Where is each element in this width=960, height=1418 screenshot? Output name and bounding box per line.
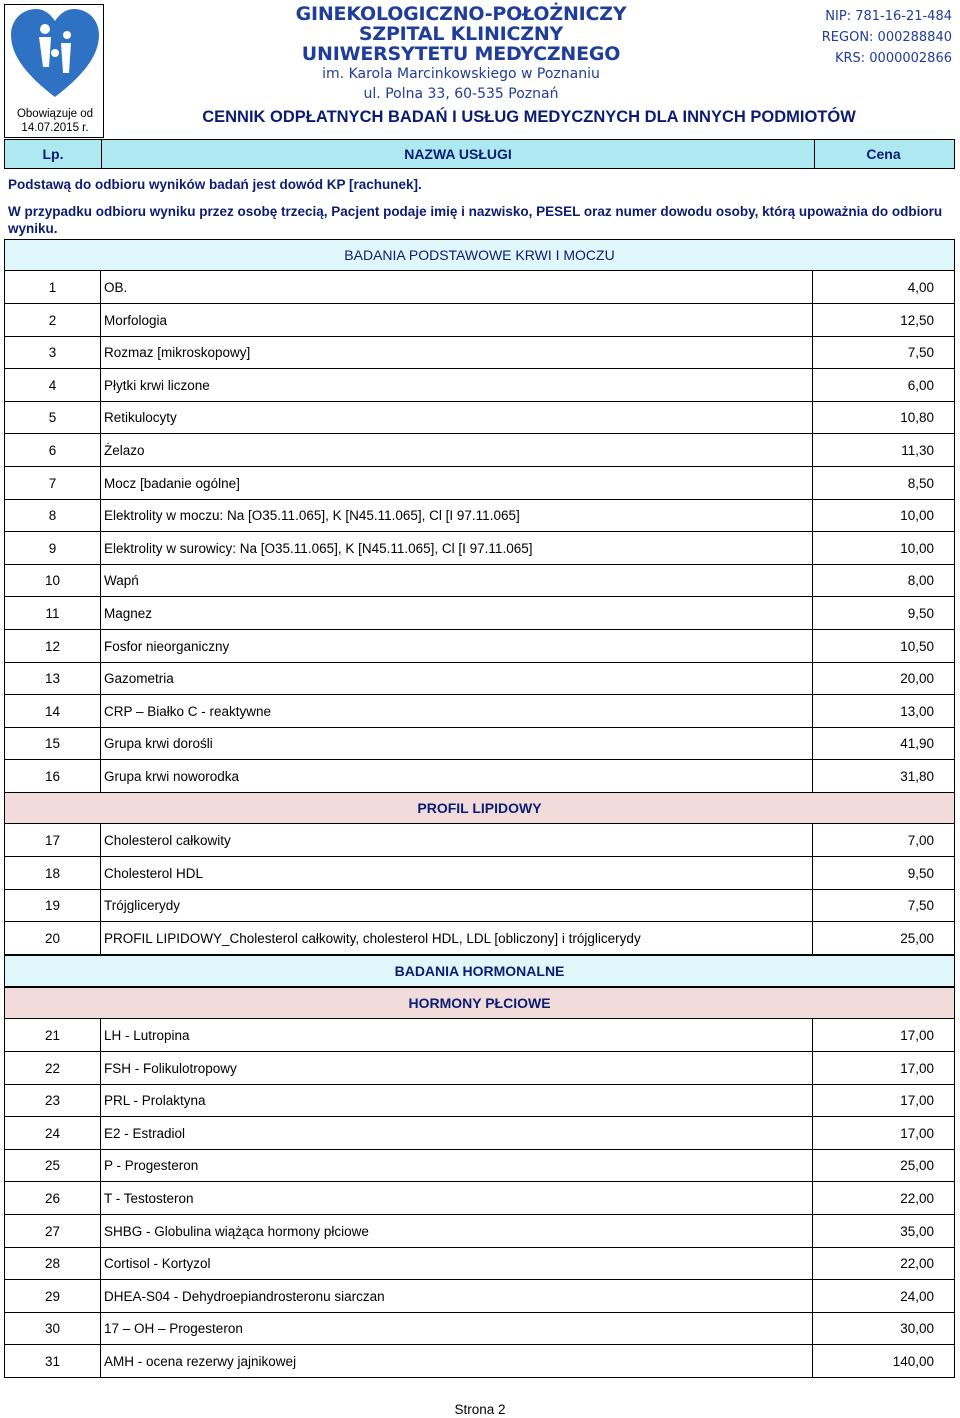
service-name: PROFIL LIPIDOWY_Cholesterol całkowity, cholesterol HDL, LDL [obliczony] i trójglicerydy	[100, 922, 812, 955]
table-row	[4, 1149, 955, 1182]
row-number: 23	[4, 1084, 100, 1117]
row-number: 8	[4, 499, 100, 532]
service-name: 17 – OH – Progesteron	[100, 1312, 812, 1345]
service-name: T - Testosteron	[100, 1182, 812, 1215]
service-name: Żelazo	[100, 434, 812, 467]
hospital-line-3: UNIWERSYTETU MEDYCZNEGO	[301, 43, 621, 65]
row-number: 28	[4, 1247, 100, 1280]
row-number: 26	[4, 1182, 100, 1215]
service-price: 17,00	[812, 1052, 955, 1085]
table-row	[4, 434, 955, 467]
service-name: Cholesterol całkowity	[100, 824, 812, 857]
service-name: AMH - ocena rezerwy jajnikowej	[100, 1345, 812, 1378]
validity-label: Obowiązuje od	[16, 108, 94, 120]
row-number: 18	[4, 857, 100, 890]
service-price: 20,00	[812, 662, 955, 695]
third-party-note: W przypadku odbioru wyniku przez osobę trzecią, Pacjent podaje imię i nazwisko, PESEL oraz numer dowodu osoby, którą upoważnia do odbioru wyniku.	[8, 204, 943, 236]
service-name: Retikulocyty	[100, 401, 812, 434]
table-row	[4, 695, 955, 728]
table-header	[4, 139, 955, 169]
service-price: 7,50	[812, 336, 955, 369]
row-number: 9	[4, 532, 100, 565]
table-row	[4, 760, 955, 793]
service-price: 17,00	[812, 1117, 955, 1150]
table-row	[4, 564, 955, 597]
pickup-note: Podstawą do odbioru wyników badań jest dowód KP [rachunek].	[8, 177, 422, 192]
table-row	[4, 532, 955, 565]
page-number: Strona 2	[454, 1402, 506, 1417]
service-name: SHBG - Globulina wiążąca hormony płciowe	[100, 1215, 812, 1248]
table-row	[4, 1247, 955, 1280]
service-price: 7,50	[812, 889, 955, 922]
table-row	[4, 1084, 955, 1117]
table-row	[4, 1182, 955, 1215]
row-number: 7	[4, 467, 100, 500]
regon-number: REGON: 000288840	[821, 30, 952, 45]
column-header-price: Cena	[866, 146, 901, 162]
service-name: Grupa krwi noworodka	[100, 760, 812, 793]
hospital-logo-icon	[9, 7, 101, 102]
service-name: Elektrolity w moczu: Na [O35.11.065], K [N45.11.065], Cl [I 97.11.065]	[100, 499, 812, 532]
row-number: 14	[4, 695, 100, 728]
row-number: 19	[4, 889, 100, 922]
service-price: 25,00	[812, 1149, 955, 1182]
row-number: 5	[4, 401, 100, 434]
row-number: 29	[4, 1280, 100, 1313]
service-price: 12,50	[812, 304, 955, 337]
row-number: 6	[4, 434, 100, 467]
table-row	[4, 369, 955, 402]
service-name: LH - Lutropina	[100, 1019, 812, 1052]
table-row	[4, 662, 955, 695]
service-price: 9,50	[812, 857, 955, 890]
table-row	[4, 857, 955, 890]
service-name: OB.	[100, 271, 812, 304]
hospital-line-2: SZPITAL KLINICZNY	[358, 23, 564, 45]
section-lipid-profile: PROFIL LIPIDOWY	[4, 792, 955, 824]
service-price: 24,00	[812, 1280, 955, 1313]
service-name: Fosfor nieorganiczny	[100, 630, 812, 663]
service-name: Mocz [badanie ogólne]	[100, 467, 812, 500]
service-name: Cholesterol HDL	[100, 857, 812, 890]
row-number: 31	[4, 1345, 100, 1378]
table-row	[4, 1052, 955, 1085]
table-row	[4, 824, 955, 857]
registry-ids	[822, 6, 952, 69]
row-number: 15	[4, 727, 100, 760]
table-row	[4, 1280, 955, 1313]
validity-date: 14.07.2015 r.	[21, 122, 89, 134]
service-price: 22,00	[812, 1182, 955, 1215]
service-name: PRL - Prolaktyna	[100, 1084, 812, 1117]
service-price: 10,00	[812, 499, 955, 532]
table-row	[4, 727, 955, 760]
row-number: 24	[4, 1117, 100, 1150]
table-row	[4, 1019, 955, 1052]
service-price: 7,00	[812, 824, 955, 857]
service-name: Morfologia	[100, 304, 812, 337]
service-price: 4,00	[812, 271, 955, 304]
row-number: 11	[4, 597, 100, 630]
service-price: 41,90	[812, 727, 955, 760]
row-number: 27	[4, 1215, 100, 1248]
row-number: 17	[4, 824, 100, 857]
service-price: 30,00	[812, 1312, 955, 1345]
table-row	[4, 597, 955, 630]
service-name: Elektrolity w surowicy: Na [O35.11.065], K [N45.11.065], Cl [I 97.11.065]	[100, 532, 812, 565]
hospital-name	[104, 4, 818, 104]
row-number: 20	[4, 922, 100, 955]
service-name: Wapń	[100, 564, 812, 597]
service-name: FSH - Folikulotropowy	[100, 1052, 812, 1085]
service-price: 25,00	[812, 922, 955, 955]
logo-panel	[4, 4, 104, 138]
row-number: 10	[4, 564, 100, 597]
table-row	[4, 922, 955, 955]
column-header-name: NAZWA USŁUGI	[101, 140, 815, 168]
table-row	[4, 889, 955, 922]
row-number: 16	[4, 760, 100, 793]
table-row	[4, 467, 955, 500]
row-number: 25	[4, 1149, 100, 1182]
service-name: Grupa krwi dorośli	[100, 727, 812, 760]
service-price: 9,50	[812, 597, 955, 630]
table-row	[4, 1215, 955, 1248]
row-number: 1	[4, 271, 100, 304]
table-row	[4, 271, 955, 304]
service-name: Cortisol - Kortyzol	[100, 1247, 812, 1280]
row-number: 2	[4, 304, 100, 337]
row-number: 21	[4, 1019, 100, 1052]
row-number: 3	[4, 336, 100, 369]
service-price: 8,00	[812, 564, 955, 597]
column-header-lp: Lp.	[42, 146, 64, 162]
table-row	[4, 1117, 955, 1150]
krs-number: KRS: 0000002866	[834, 51, 952, 66]
nip-number: NIP: 781-16-21-484	[825, 9, 952, 24]
section-basic-tests: BADANIA PODSTAWOWE KRWI I MOCZU	[4, 239, 955, 271]
service-price: 35,00	[812, 1215, 955, 1248]
service-name: Płytki krwi liczone	[100, 369, 812, 402]
hospital-address: ul. Polna 33, 60-535 Poznań	[363, 86, 559, 102]
table-row	[4, 1345, 955, 1378]
service-name: Gazometria	[100, 662, 812, 695]
section-hormonal-tests: BADANIA HORMONALNE	[4, 955, 955, 987]
service-name: CRP – Białko C - reaktywne	[100, 695, 812, 728]
service-name: E2 - Estradiol	[100, 1117, 812, 1150]
service-name: Trójglicerydy	[100, 889, 812, 922]
row-number: 13	[4, 662, 100, 695]
service-price: 10,50	[812, 630, 955, 663]
service-price: 13,00	[812, 695, 955, 728]
service-price: 140,00	[812, 1345, 955, 1378]
hospital-line-1: GINEKOLOGICZNO-POŁOŻNICZY	[295, 3, 627, 25]
service-name: DHEA-S04 - Dehydroepiandrosteronu siarczan	[100, 1280, 812, 1313]
table-row	[4, 1312, 955, 1345]
table-row	[4, 401, 955, 434]
table-row	[4, 304, 955, 337]
service-price: 17,00	[812, 1019, 955, 1052]
hospital-patron: im. Karola Marcinkowskiego w Poznaniu	[322, 66, 600, 82]
table-row	[4, 336, 955, 369]
row-number: 12	[4, 630, 100, 663]
service-name: Rozmaz [mikroskopowy]	[100, 336, 812, 369]
service-price: 6,00	[812, 369, 955, 402]
service-price: 17,00	[812, 1084, 955, 1117]
service-price: 22,00	[812, 1247, 955, 1280]
row-number: 30	[4, 1312, 100, 1345]
service-price: 10,80	[812, 401, 955, 434]
pricelist-title: CENNIK ODPŁATNYCH BADAŃ I USŁUG MEDYCZNYCH DLA INNYCH PODMIOTÓW	[202, 108, 856, 126]
row-number: 22	[4, 1052, 100, 1085]
service-name: Magnez	[100, 597, 812, 630]
row-number: 4	[4, 369, 100, 402]
table-row	[4, 630, 955, 663]
service-price: 31,80	[812, 760, 955, 793]
service-price: 10,00	[812, 532, 955, 565]
service-name: P - Progesteron	[100, 1149, 812, 1182]
table-row	[4, 499, 955, 532]
service-price: 8,50	[812, 467, 955, 500]
service-price: 11,30	[812, 434, 955, 467]
section-sex-hormones: HORMONY PŁCIOWE	[4, 987, 955, 1019]
